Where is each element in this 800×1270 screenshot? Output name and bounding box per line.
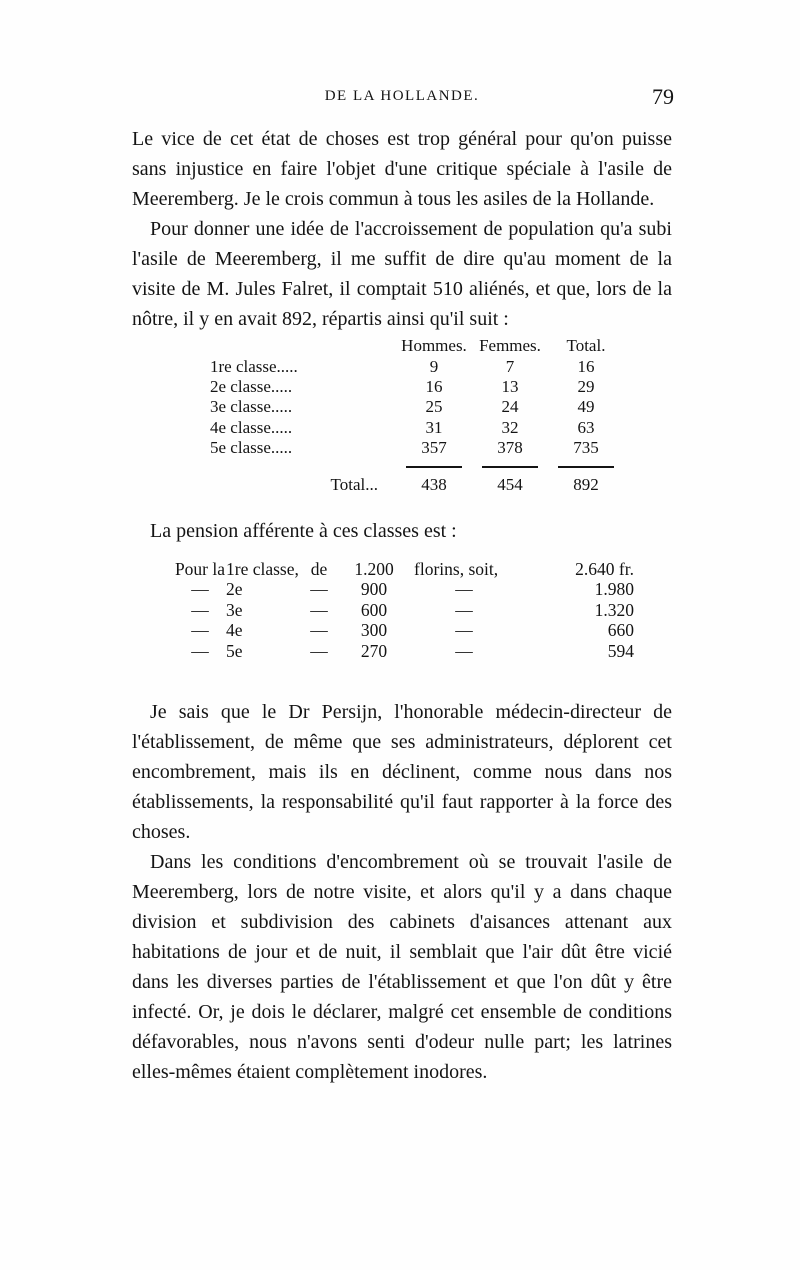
column-header: Total.: [566, 336, 606, 356]
row-label: 3e classe.....: [210, 397, 293, 417]
row-label: 5e classe.....: [210, 438, 293, 458]
table-row: [210, 418, 624, 438]
table-cell: 735: [573, 438, 599, 458]
sum-rule: [482, 466, 538, 468]
total-cell: 438: [421, 475, 447, 495]
population-table: [210, 336, 624, 500]
pension-row: — 2e — 900 — 1.980: [191, 579, 634, 600]
pension-row: Pour la 1re classe, de 1.200 florins, soit, 2.640 fr.: [174, 558, 634, 579]
table-cell: 32: [501, 417, 519, 437]
table-cell: 63: [577, 417, 595, 437]
table-cell: 7: [505, 356, 515, 376]
sum-rule: [406, 466, 462, 468]
table-cell: 31: [425, 417, 443, 437]
paragraph: Je sais que le Dr Persijn, l'honorable médecin-directeur de l'établissement, de même que ses administrateurs, déplorent cet encombrement, mais ils en déclinent, comme nous dans nos établissements, la responsabilité qu'il faut rapporter à la force des choses.: [132, 700, 672, 843]
total-label: Total...: [330, 475, 378, 495]
paragraph: Dans les conditions d'encombrement où se trouvait l'asile de Meeremberg, lors de notre visite, et alors qu'il y a dans chaque division et subdivision des cabinets d'aisances attenant aux habitations de jour et de nuit, il semblait que l'air dût être vicié dans les diverses parties de l'établissement et que l'on dût y être infecté. Or, je dois le déclarer, malgré cet ensemble de conditions défavorables, nous n'avons senti d'odeur nulle part; les latrines elles-mêmes étaient complètement inodores.: [132, 850, 672, 1083]
paragraph: Pour donner une idée de l'accroissement de population qu'a subi l'asile de Meeremberg, il me suffit de dire qu'au moment de la visite de M. Jules Falret, il comptait 510 aliénés, et que, lors de la nôtre, il y en avait 892, répartis ainsi qu'il suit :: [132, 218, 672, 330]
column-header: Hommes.: [401, 336, 467, 356]
paragraph: Le vice de cet état de choses est trop général pour qu'on puisse sans injustice en faire l'objet d'une critique spéciale à l'asile de Meeremberg. Je le crois commun à tous les asiles de la Hollande.: [132, 128, 672, 210]
table-row: [210, 356, 624, 376]
pension-row: — 3e — 600 — 1.320: [191, 599, 634, 620]
total-cell: 892: [573, 475, 599, 495]
table-cell: 357: [421, 438, 447, 458]
running-head: [132, 84, 674, 124]
page-number: 79: [652, 84, 674, 109]
table-cell: 9: [429, 356, 439, 376]
total-rule-row: [210, 458, 624, 470]
row-label: 2e classe.....: [210, 376, 293, 396]
running-title: DE LA HOLLANDE.: [324, 88, 480, 104]
pension-table: [174, 558, 646, 661]
table-header-row: [210, 336, 624, 356]
total-cell: 454: [497, 475, 523, 495]
table-cell: 16: [425, 376, 443, 396]
sum-rule: [558, 466, 614, 468]
table-cell: 24: [501, 397, 519, 417]
pension-row: — 5e — 270 — 594: [191, 640, 634, 661]
total-row: [210, 470, 624, 500]
table-cell: 29: [577, 376, 595, 396]
table-row: [210, 438, 624, 458]
row-label: 1re classe.....: [210, 356, 298, 376]
column-header: Femmes.: [479, 336, 541, 356]
table-cell: 49: [577, 397, 595, 417]
row-label: 4e classe.....: [210, 417, 293, 437]
table-cell: 16: [577, 356, 595, 376]
table-row: [210, 397, 624, 417]
pension-intro: La pension afférente à ces classes est :: [150, 520, 457, 543]
table-row: [210, 377, 624, 397]
table-cell: 378: [497, 438, 523, 458]
table-cell: 25: [425, 397, 443, 417]
table-cell: 13: [501, 376, 519, 396]
pension-row: — 4e — 300 — 660: [191, 620, 634, 641]
book-page: [132, 84, 674, 1087]
